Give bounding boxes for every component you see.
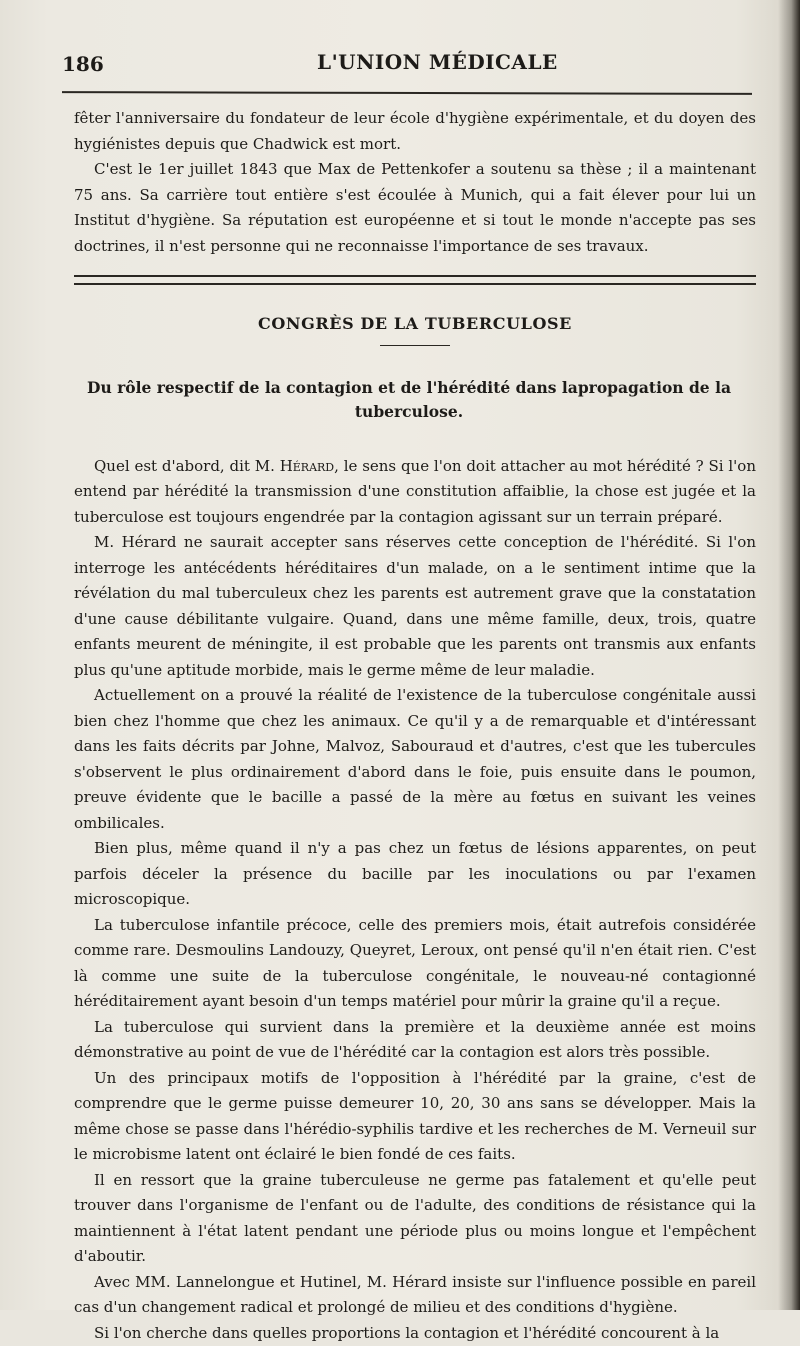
article-paragraph: Il en ressort que la graine tuberculeuse ne germe pas fatalement et qu'elle peut trouver dans l'organisme de l'enfant ou de l'adulte, des conditions de résistance qui la maintiennent à l'état latent pendant une période plus ou moins longue et l'empêchent d'aboutir.	[74, 1168, 756, 1270]
intro-paragraph: C'est le 1er juillet 1843 que Max de Pettenkofer a soutenu sa thèse ; il a maintenant 75 ans. Sa carrière tout entière s'est écoulée à Munich, qui a fait élever pour lui un Institut d'hygiène. Sa réputation est européenne et si tout le monde n'accepte pas ses doctrines, il n'est personne qui ne reconnaisse l'importance de ses travaux.	[74, 157, 756, 259]
page-body	[74, 106, 756, 1346]
article-paragraph: La tuberculose infantile précoce, celle des premiers mois, était autrefois considérée comme rare. Desmoulins Landouzy, Queyret, Leroux, ont pensé qu'il n'en était rien. C'est là comme une suite de la tuberculose congénitale, le nouveau-né contagionné héréditairement ayant besoin d'un temps matériel pour mûrir la graine qu'il a reçue.	[74, 913, 756, 1015]
intro-paragraph: fêter l'anniversaire du fondateur de leur école d'hygiène expérimentale, et du doyen des hygiénistes depuis que Chadwick est mort.	[74, 106, 756, 157]
paragraph-text: , le sens que l'on doit attacher au mot hérédité ? Si l'on entend par hérédité la transmission d'une constitution affaiblie, la chose est jugée et la tuberculose est toujours engendrée par la contagion agissant sur un terrain préparé.	[74, 457, 756, 526]
article-title: Du rôle respectif de la contagion et de l'hérédité dans lapropagation de la tuberculose.	[62, 376, 756, 424]
article-paragraph: Bien plus, même quand il n'y a pas chez un fœtus de lésions apparentes, on peut parfois déceler la présence du bacille par les inoculations ou par l'examen microscopique.	[74, 836, 756, 913]
article-paragraph: La tuberculose qui survient dans la première et la deuxième année est moins démonstrative au point de vue de l'hérédité car la contagion est alors très possible.	[74, 1015, 756, 1066]
author-name: Hérard	[280, 457, 334, 475]
article-paragraph	[74, 454, 756, 531]
section-heading: CONGRÈS DE LA TUBERCULOSE	[74, 311, 756, 337]
book-spine-shadow	[778, 0, 800, 1310]
page-number: 186	[62, 52, 104, 76]
article-paragraph: M. Hérard ne saurait accepter sans réserves cette conception de l'hérédité. Si l'on interroge les antécédents héréditaires d'un malade, on a le sentiment intime que la révélation du mal tuberculeux chez les parents est autrement grave que la constatation d'une cause débilitante vulgaire. Quand, dans une même famille, deux, trois, quatre enfants meurent de méningite, il est probable que les parents ont transmis aux enfants plus qu'une aptitude morbide, mais le germe même de leur maladie.	[74, 530, 756, 683]
running-title: L'UNION MÉDICALE	[317, 50, 558, 74]
page-header	[62, 50, 752, 80]
paragraph-text: Quel est d'abord, dit M.	[94, 457, 280, 475]
header-rule	[62, 91, 752, 95]
article-paragraph: Actuellement on a prouvé la réalité de l'existence de la tuberculose congénitale aussi bien chez l'homme que chez les animaux. Ce qu'il y a de remarquable et d'intéressant dans les faits décrits par Johne, Malvoz, Sabouraud et d'autres, c'est que les tubercules s'observent le plus ordinairement d'abord dans le foie, puis ensuite dans le poumon, preuve évidente que le bacille a passé de la mère au fœtus en suivant les veines ombilicales.	[74, 683, 756, 836]
article-paragraph: Si l'on cherche dans quelles proportions la contagion et l'hérédité concourent à la	[74, 1321, 756, 1346]
article-paragraph: Avec MM. Lannelongue et Hutinel, M. Hérard insiste sur l'influence possible en pareil cas d'un changement radical et prolongé de milieu et des conditions d'hygiène.	[74, 1270, 756, 1321]
heading-underline	[380, 345, 450, 346]
article-paragraph: Un des principaux motifs de l'opposition à l'hérédité par la graine, c'est de comprendre que le germe puisse demeurer 10, 20, 30 ans sans se développer. Mais la même chose se passe dans l'hérédio-syphilis tardive et les recherches de M. Verneuil sur le microbisme latent ont éclairé le bien fondé de ces faits.	[74, 1066, 756, 1168]
section-divider	[74, 275, 756, 285]
